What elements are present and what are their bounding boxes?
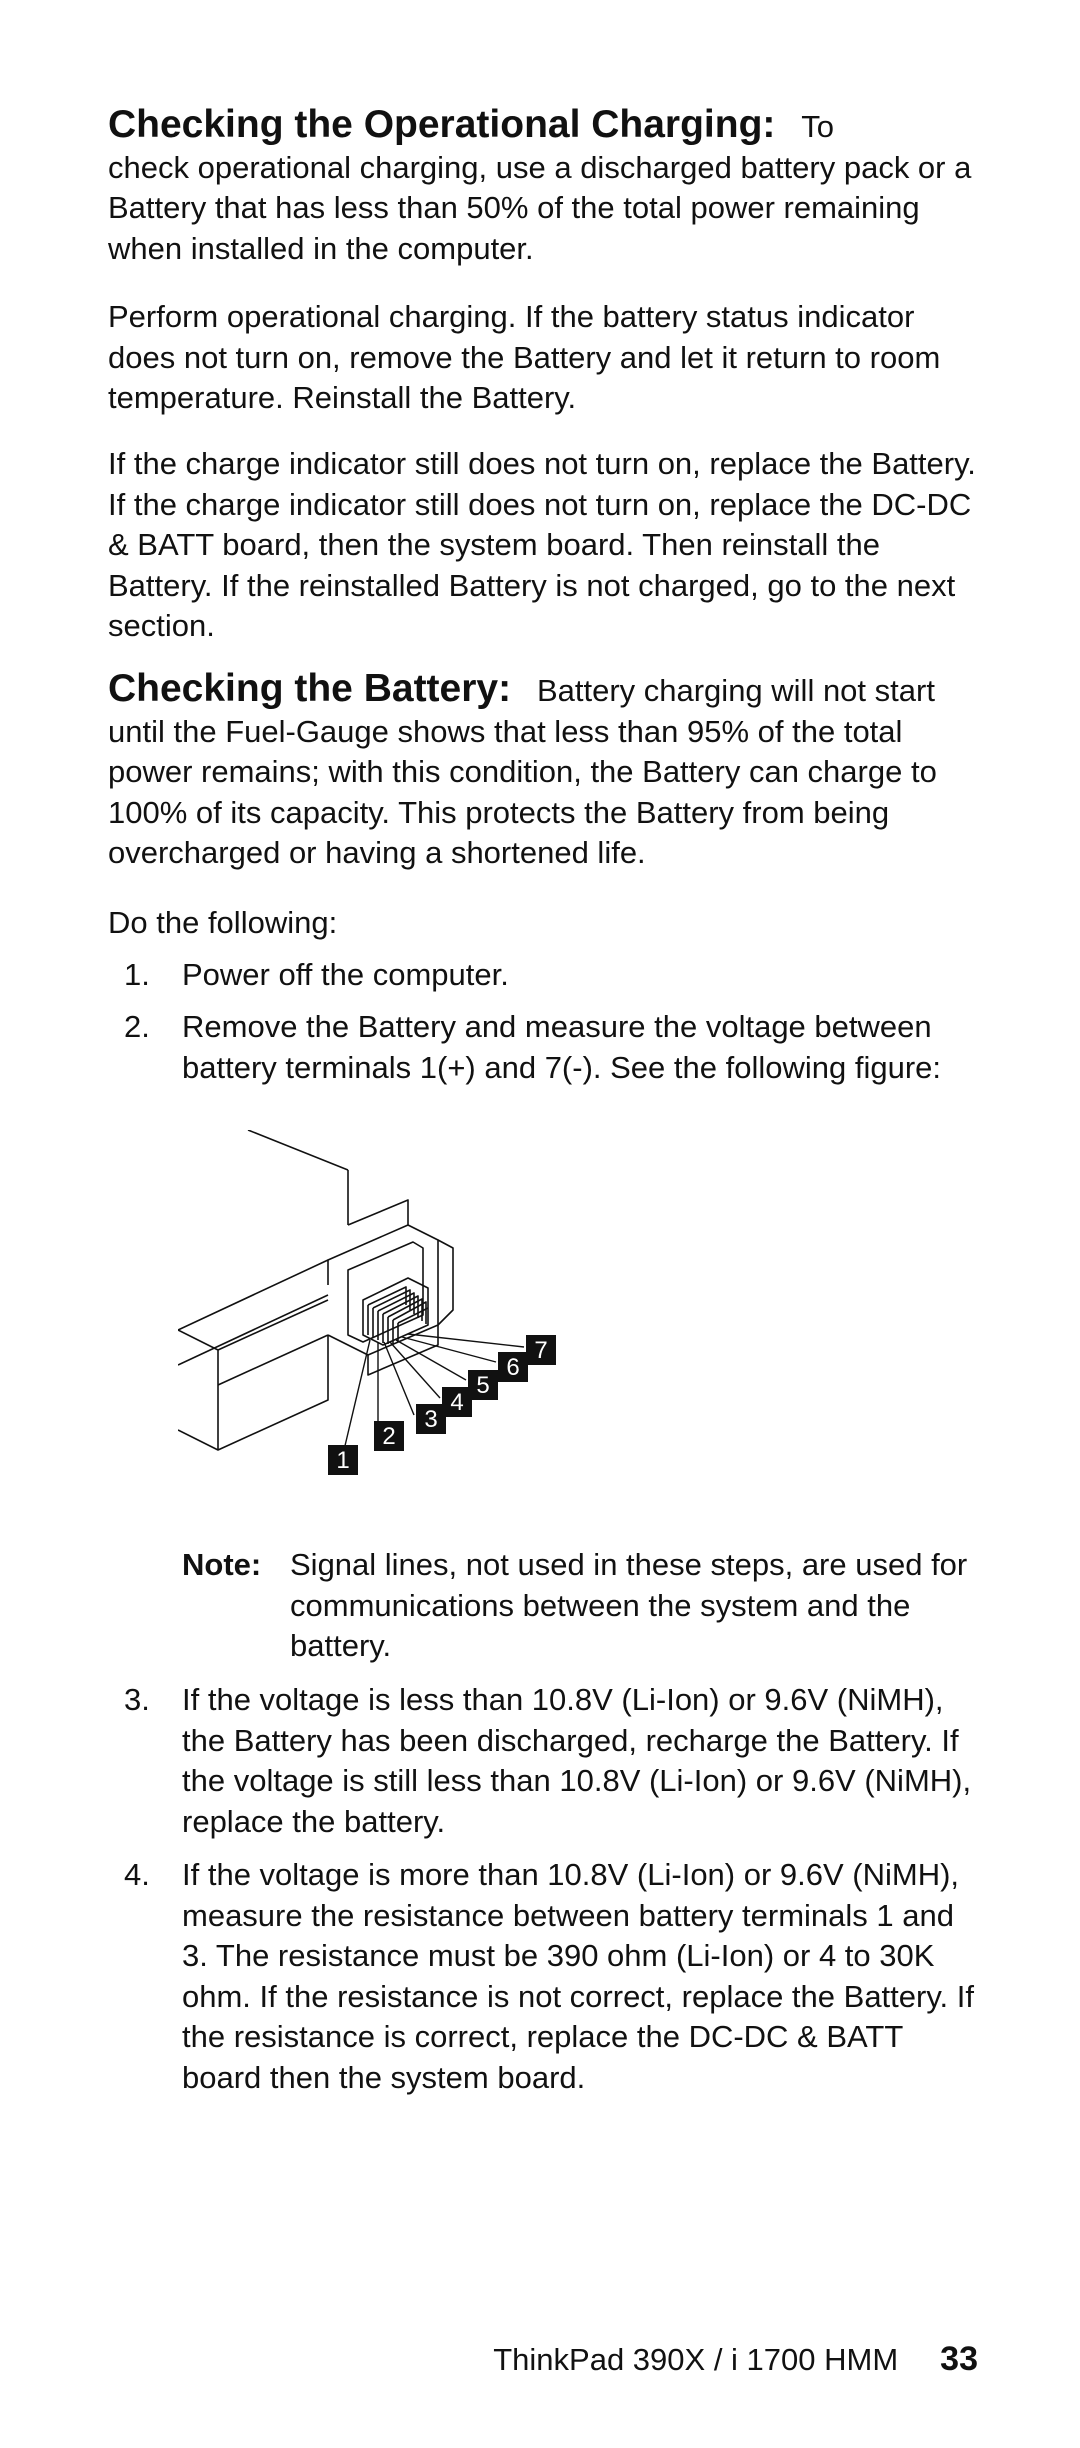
- do-following-intro: Do the following:: [108, 905, 338, 940]
- checking-battery-heading: Checking the Battery:: [108, 667, 512, 710]
- operational-charging-paragraph-1: [108, 105, 978, 269]
- step-number: 4.: [124, 1857, 150, 1892]
- step-text: Power off the computer.: [182, 957, 509, 992]
- operational-charging-paragraph-2: Perform operational charging. If the battery status indicator does not turn on, remove the Battery and let it return to room temperature. Reinstall the Battery.: [108, 299, 941, 415]
- operational-charging-text-1: check operational charging, use a discharged battery pack or a Battery that has less than 50% of the total power remaining when installed in the computer.: [108, 149, 972, 266]
- operational-charging-paragraph-3: If the charge indicator still does not turn on, replace the Battery. If the charge indicator still does not turn on, replace the DC-DC & BATT board, then the system board. Then reinstall the Battery. If the reinstalled Battery is not charged, go to the next section.: [108, 446, 976, 643]
- terminal-label-7: 7: [534, 1337, 548, 1364]
- step-text: If the voltage is more than 10.8V (Li-Ion) or 9.6V (NiMH), measure the resistance between battery terminals 1 and 3. The resistance must be 390 ohm (Li-Ion) or 4 to 30K ohm. If the resistance is not correct, replace the Battery. If the resistance is correct, replace the DC-DC & BATT board then the system board.: [182, 1857, 974, 2095]
- step-number: 1.: [124, 957, 150, 992]
- step-number: 2.: [124, 1009, 150, 1044]
- step-text: If the voltage is less than 10.8V (Li-Ion) or 9.6V (NiMH), the Battery has been discharged, recharge the Battery. If the voltage is still less than 10.8V (Li-Ion) or 9.6V (NiMH), replace the battery.: [182, 1682, 972, 1839]
- footer-title: ThinkPad 390X / i 1700 HMM: [493, 2342, 899, 2377]
- terminal-label-6: 6: [506, 1354, 520, 1381]
- step-text: Remove the Battery and measure the voltage between battery terminals 1(+) and 7(-). See the following figure:: [182, 1009, 942, 1085]
- battery-connector-illustration: [178, 1130, 678, 1530]
- checking-battery-section: [108, 669, 978, 874]
- terminal-label-1: 1: [336, 1447, 350, 1474]
- note-label: Note:: [182, 1547, 262, 1582]
- battery-terminal-figure: [178, 1130, 678, 1535]
- operational-charging-heading: Checking the Operational Charging:: [108, 103, 776, 146]
- step-number: 3.: [124, 1682, 150, 1717]
- operational-charging-section: [108, 105, 978, 269]
- operational-charging-lead: To: [801, 109, 834, 144]
- terminal-label-3: 3: [424, 1406, 438, 1433]
- page-number: 33: [940, 2340, 978, 2378]
- terminal-label-badges: [328, 1335, 556, 1475]
- note-text: Signal lines, not used in these steps, are used for communications between the system and the battery.: [290, 1547, 968, 1663]
- page-footer: [493, 2340, 978, 2379]
- terminal-label-4: 4: [450, 1389, 464, 1416]
- terminal-label-2: 2: [382, 1423, 396, 1450]
- terminal-label-5: 5: [476, 1372, 490, 1399]
- checking-battery-paragraph: [108, 669, 978, 874]
- checking-battery-text: start until the Fuel-Gauge shows that less than 95% of the total power remains; with this condition, the Battery can charge to 100% of its capacity. This protects the Battery from being overcharged or having a shortened life.: [108, 673, 937, 870]
- checking-battery-lead: Battery charging will not: [536, 673, 867, 708]
